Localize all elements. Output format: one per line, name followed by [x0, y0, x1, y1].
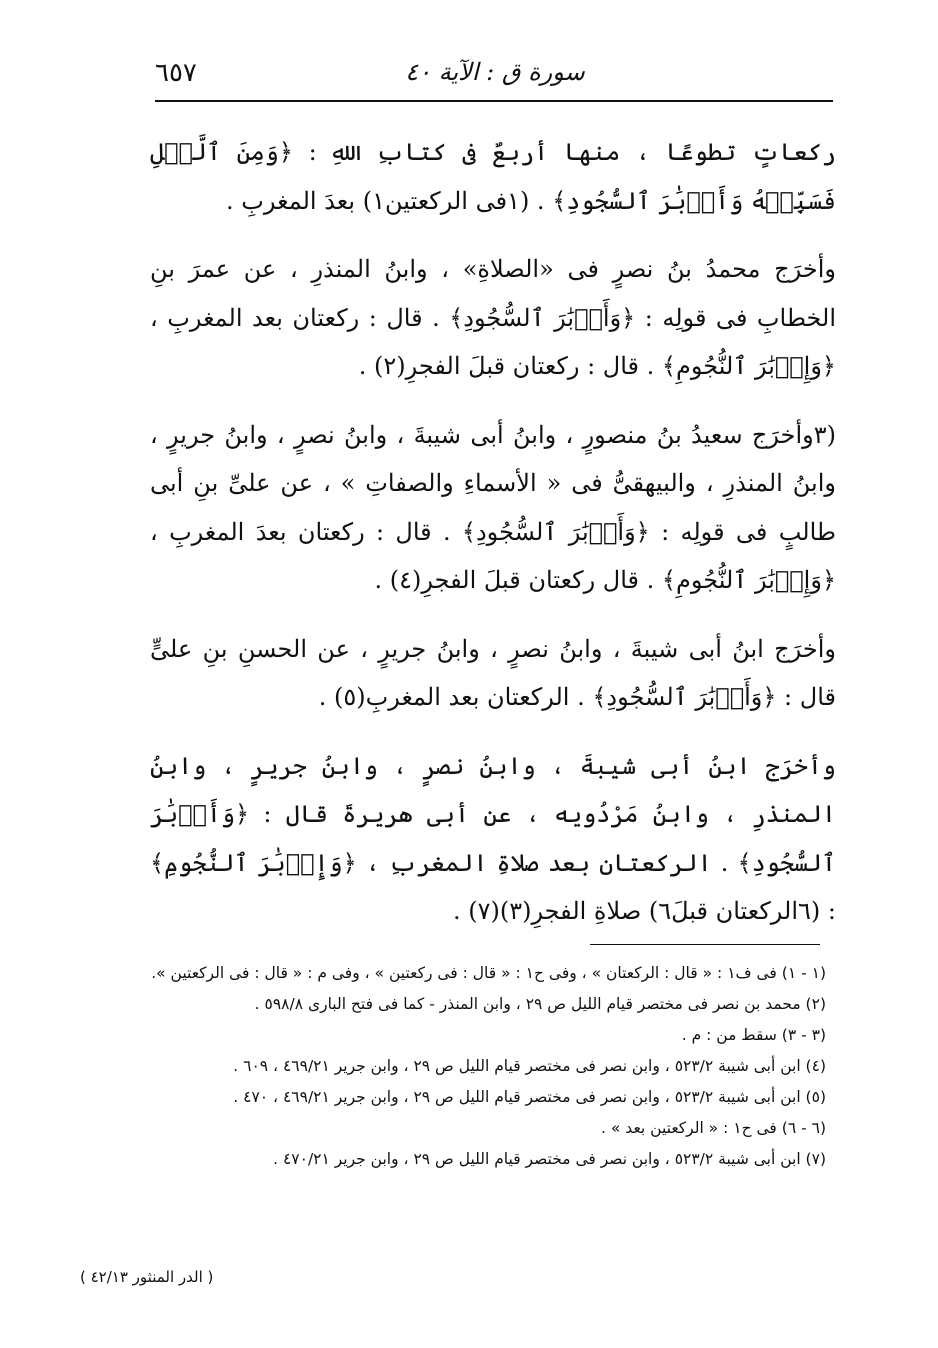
header-rule	[155, 100, 833, 102]
footnote-3: (٣ - ٣) سقط من : م .	[681, 1026, 826, 1044]
paragraph-4: وأخرَج ابنُ أبى شيبةَ ، وابنُ نصرٍ ، وابنُ جريرٍ ، عن الحسنِ بنِ علىٍّ قال : ﴿وَأَدۡبَٰرَ ٱلسُّجُودِ﴾ . الركعتان بعد المغربِ(٥) .	[150, 634, 836, 711]
running-title: سورة ق : الآية ٤٠	[405, 58, 585, 86]
footnote-4: (٤) ابن أبى شيبة ٥٢٣/٢ ، وابن نصر فى مختصر قيام الليل ص ٢٩ ، وابن جرير ٤٦٩/٢١ ، ٦٠٩ .	[233, 1057, 826, 1075]
footnote-7: (٧) ابن أبى شيبة ٥٢٣/٢ ، وابن نصر فى مختصر قيام الليل ص ٢٩ ، وابن جرير ٤٧٠/٢١ .	[273, 1150, 826, 1168]
footnote-6: (٦ - ٦) فى ح١ : « الركعتين بعد » .	[601, 1119, 826, 1137]
footnote-5: (٥) ابن أبى شيبة ٥٢٣/٢ ، وابن نصر فى مختصر قيام الليل ص ٢٩ ، وابن جرير ٤٦٩/٢١ ، ٤٧٠ .	[233, 1088, 826, 1106]
paragraph-5: وأخرَج ابنُ أبى شيبةَ ، وابنُ نصرٍ ، وابنُ جريرٍ ، وابنُ المنذرِ ، وابنُ مَرْدُويه ، عن أبى هريرةَ قال : ﴿وَأَدۡبَٰرَ ٱلسُّجُودِ﴾ . الركعتان بعد صلاةِ المغربِ ، ﴿وَإِدۡبَٰرَ ٱلنُّجُومِ﴾ : (٦الركعتان قبلَ٦) صلاةِ الفجرِ(٣)(٧) .	[150, 751, 836, 925]
footnote-separator	[590, 944, 820, 945]
page-header	[155, 52, 833, 100]
paragraph-3: (٣وأخرَج سعيدُ بنُ منصورٍ ، وابنُ أبى شيبةَ ، وابنُ نصرٍ ، وابنُ جريرٍ ، وابنُ المنذرِ ، والبيهقىُّ فى « الأسماءِ والصفاتِ » ، عن علىِّ بنِ أبى طالبٍ فى قولِه : ﴿وَأَدۡبَٰرَ ٱلسُّجُودِ﴾ . قال : ركعتان بعدَ المغربِ ، ﴿وَإِدۡبَٰرَ ٱلنُّجُومِ﴾ . قال ركعتان قبلَ الفجرِ(٤) .	[150, 420, 836, 594]
main-text	[150, 128, 836, 956]
paragraph-2: وأخرَج محمدُ بنُ نصرٍ فى «الصلاةِ» ، وابنُ المنذرِ ، عن عمرَ بنِ الخطابِ فى قولِه : ﴿وَأَدۡبَٰرَ ٱلسُّجُودِ﴾ . قال : ركعتان بعد المغربِ ، ﴿وَإِدۡبَٰرَ ٱلنُّجُومِ﴾ . قال : ركعتان قبلَ الفجرِ(٢) .	[150, 255, 836, 380]
footnotes	[140, 958, 826, 1175]
paragraph-1: ركعاتٍ تطوعًا ، منها أربعٌ فى كتابِ اللهِ : ﴿وَمِنَ ٱلَّيۡلِ فَسَبِّحۡهُ وَأَدۡبَٰرَ ٱلسُّجُودِ﴾ . (١فى الركعتين١) بعدَ المغربِ .	[150, 138, 836, 215]
page-number: ٦٥٧	[155, 58, 197, 88]
footnote-2: (٢) محمد بن نصر فى مختصر قيام الليل ص ٢٩ ، وابن المنذر - كما فى فتح البارى ٥٩٨/٨ .	[254, 995, 826, 1013]
footnote-1: (١ - ١) فى ف١ : « قال : الركعتان » ، وفى ح١ : « قال : فى ركعتين » ، وفى م : « قال : فى الركعتين ».	[151, 964, 826, 982]
signature-mark: ( الدر المنثور ٤٢/١٣ )	[80, 1268, 214, 1286]
